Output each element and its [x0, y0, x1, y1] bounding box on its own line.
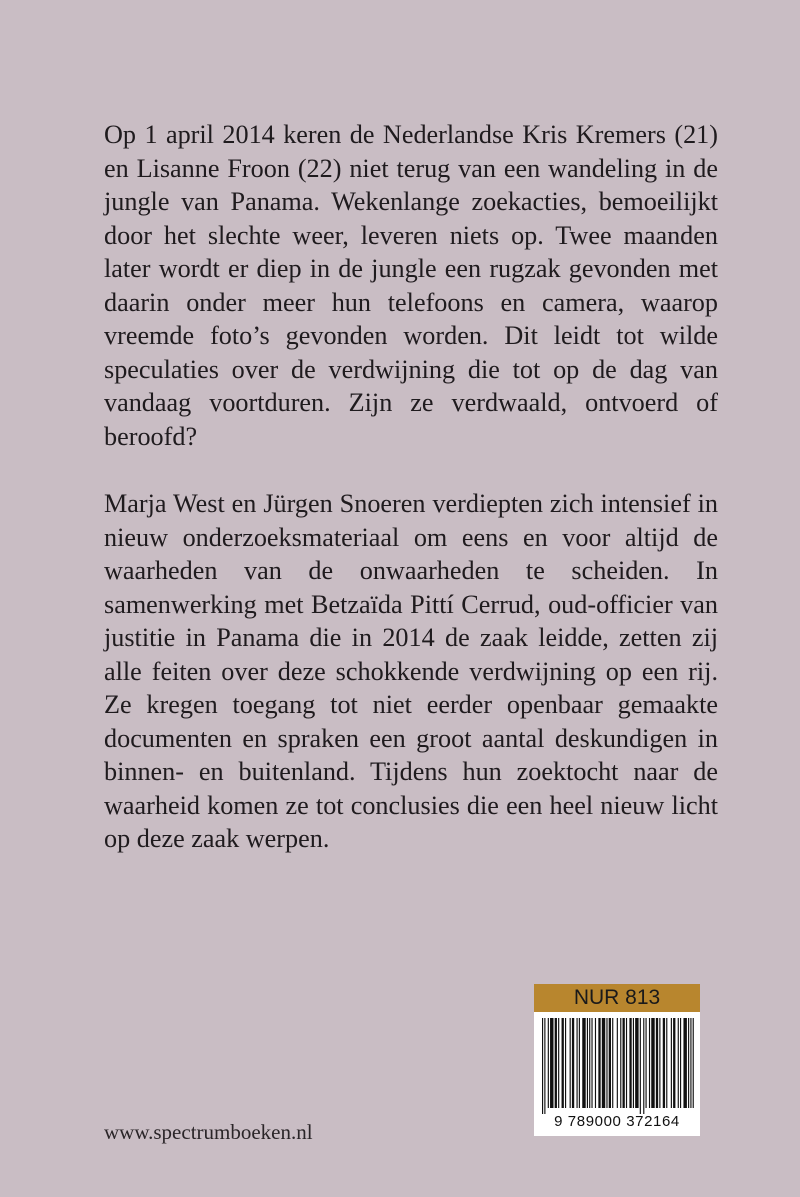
barcode-bar	[633, 1018, 634, 1108]
barcode-bar	[663, 1018, 665, 1108]
barcode-bar	[690, 1018, 691, 1108]
barcode-bar	[555, 1018, 557, 1108]
blurb-paragraph-2: Marja West en Jürgen Snoeren verdiepten zich intensief in nieuw onderzoeksmateriaal om eens en voor altijd de waarheden van de onwaarheden te scheiden. In samenwerking met Betzaïda Pittí Cerrud, oud-officier van justitie in Panama die in 2014 de zaak leidde, zetten zij alle feiten over deze schokkende verdwijning op een rij. Ze kregen toegang tot niet eerder openbaar gemaakte documenten en spraken een groot aantal deskundigen in binnen- en buitenland. Tijdens hun zoektocht naar de waarheid komen ze tot conclusies die een heel nieuw licht op deze zaak werpen.	[104, 489, 718, 853]
barcode-bar	[651, 1018, 654, 1108]
barcode-panel	[534, 984, 700, 1136]
barcode-bar	[565, 1018, 566, 1108]
barcode-bar	[579, 1018, 580, 1108]
barcode-bar	[548, 1018, 549, 1108]
barcode-image	[540, 1018, 696, 1114]
barcode-bar	[612, 1018, 613, 1108]
barcode-bar	[572, 1018, 574, 1108]
barcode-bar	[570, 1018, 571, 1108]
barcode-bar	[635, 1018, 638, 1108]
barcode-bar	[626, 1018, 627, 1108]
barcode-bar	[629, 1018, 631, 1108]
barcode-bar	[671, 1018, 672, 1108]
barcode-bar	[577, 1018, 578, 1108]
barcode-bar	[609, 1018, 611, 1108]
isbn-number: 9 789000 372164	[554, 1113, 680, 1130]
back-cover-blurb	[104, 118, 718, 856]
barcode-bar	[606, 1018, 607, 1108]
barcode-bar	[673, 1018, 675, 1108]
barcode-bar	[591, 1018, 592, 1108]
barcode-bar	[595, 1018, 596, 1108]
barcode-bar	[542, 1018, 543, 1114]
barcode-bar	[587, 1018, 588, 1108]
barcode-bar	[688, 1018, 689, 1108]
barcode-bar	[646, 1018, 647, 1108]
barcode-bar	[544, 1018, 545, 1114]
barcode-bar	[602, 1018, 605, 1108]
barcode-bar	[589, 1018, 590, 1108]
barcode-bar	[666, 1018, 667, 1108]
blurb-paragraph-1: Op 1 april 2014 keren de Nederlandse Kris Kremers (21) en Lisanne Froon (22) niet terug van een wandeling in de jungle van Panama. Wekenlange zoekacties, bemoeilijkt door het slechte weer, leveren niets op. Twee maanden later wordt er diep in de jungle een rugzak gevonden met daarin onder meer hun telefoons en camera, waarop vreemde foto’s gevonden worden. Dit leidt tot wilde speculaties over de verdwijning die tot op de dag van vandaag voortduren. Zijn ze verdwaald, ontvoerd of beroofd?	[104, 120, 718, 451]
barcode-bar	[550, 1018, 553, 1108]
barcode-bar	[649, 1018, 650, 1108]
barcode-bar	[598, 1018, 600, 1108]
barcode-bar	[693, 1018, 694, 1108]
barcode-bar	[683, 1018, 686, 1108]
nur-label: NUR 813	[534, 984, 700, 1012]
publisher-website[interactable]: www.spectrumboeken.nl	[104, 1120, 313, 1144]
barcode-bar	[680, 1018, 681, 1108]
barcode-bar	[678, 1018, 679, 1108]
barcode-bar	[659, 1018, 660, 1108]
barcode-bar	[582, 1018, 585, 1108]
barcode-bar	[562, 1018, 564, 1108]
barcode-bar	[558, 1018, 559, 1108]
barcode-bar	[640, 1018, 641, 1114]
barcode-bar	[623, 1018, 625, 1108]
barcode-bar	[656, 1018, 658, 1108]
barcode-bar	[643, 1018, 644, 1114]
barcode-bar	[617, 1018, 618, 1108]
barcode-bar	[620, 1018, 621, 1108]
